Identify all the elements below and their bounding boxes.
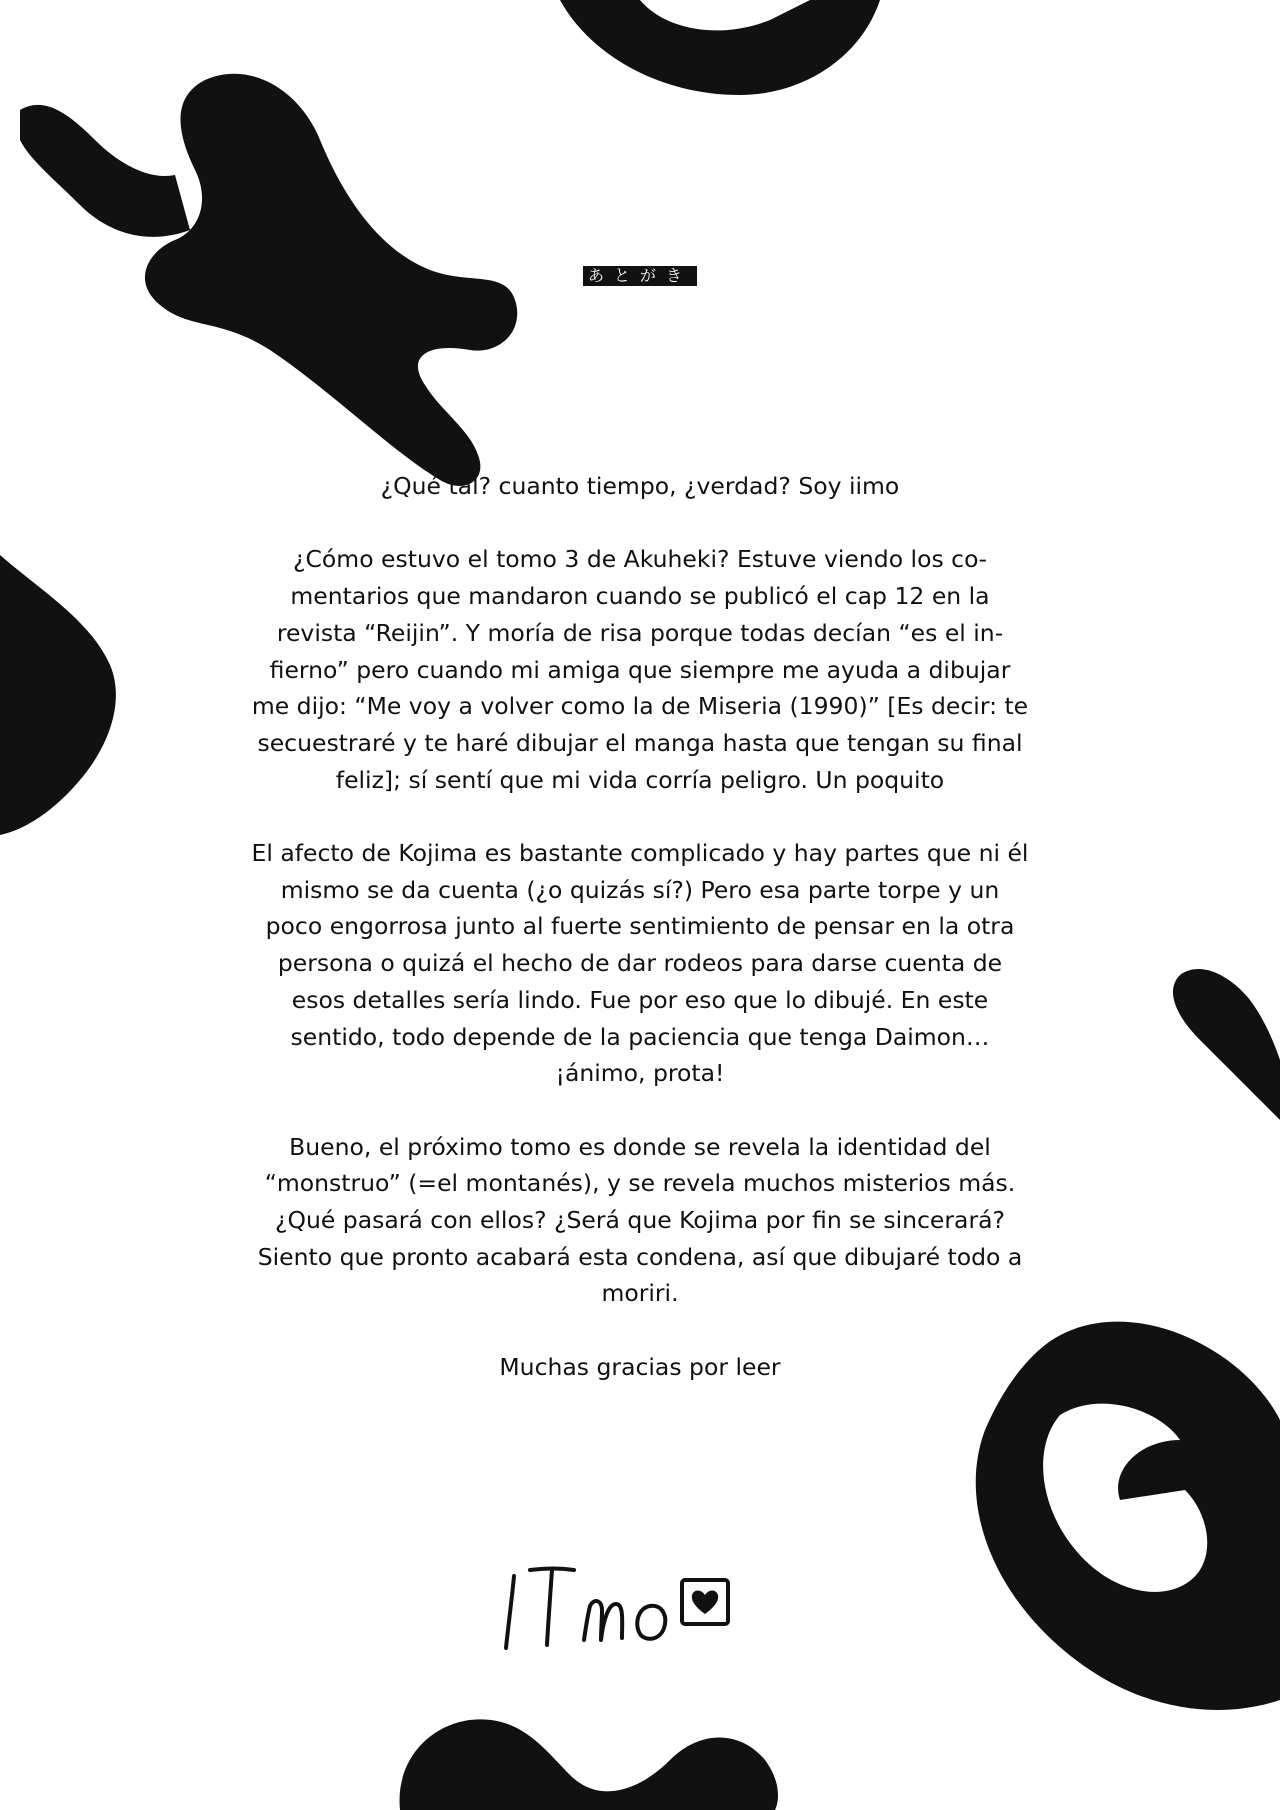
paragraph-greeting: ¿Qué tal? cuanto tiempo, ¿verdad? Soy iimo xyxy=(380,472,900,500)
decor-k-arm xyxy=(20,105,190,237)
decor-top-arc xyxy=(560,0,880,95)
paragraph-volume-comments: ¿Cómo estuvo el tomo 3 de Akuheki? Estuve viendo los comentarios que mandaron cuando se publicó el cap 12 en la revista “Reijin”. Y moría de risa porque todas decían “es el infierno” pero cuando mi amiga que siempre me ayuda a dibujar me dijo: “Me voy a volver como la de Miseria (1990)” [Es decir: te secuestraré y te haré dibujar el manga hasta que tengan su final feliz]; sí sentí que mi vida corría peligro. Un poquito xyxy=(251,545,1029,794)
afterword-text xyxy=(250,468,1030,1386)
decor-right-stroke xyxy=(1173,969,1280,1120)
heart-in-square-icon xyxy=(682,1580,728,1624)
signature-text xyxy=(498,1548,684,1648)
decor-bottom-shape xyxy=(400,1719,778,1810)
paragraph-kojima: El afecto de Kojima es bastante complicado y hay partes que ni él mismo se da cuenta (¿o quizás sí?) Pero esa parte torpe y un poco engorrosa junto al fuerte sentimiento de pensar en la otra persona o quizá el hecho de dar rodeos para darse cuenta de esos detalles sería lindo. Fue por eso que lo dibujé. En este sentido, todo depende de la paciencia que tenga Daimon… ¡ánimo, prota! xyxy=(251,839,1029,1088)
decor-left-blob xyxy=(0,555,116,835)
afterword-heading-label: あとがき xyxy=(583,266,697,286)
author-signature xyxy=(498,1548,808,1658)
decor-letter-k xyxy=(145,74,517,486)
paragraph-thanks: Muchas gracias por leer xyxy=(499,1352,781,1381)
paragraph-next-volume: Bueno, el próximo tomo es donde se revela la identidad del “monstruo” (=el montanés), y se revela muchos misterios más. ¿Qué pasará con ellos? ¿Será que Kojima por fin se sincerará? Siento que pronto acabará esta condena, así que dibujaré todo a moriri. xyxy=(257,1132,1023,1308)
